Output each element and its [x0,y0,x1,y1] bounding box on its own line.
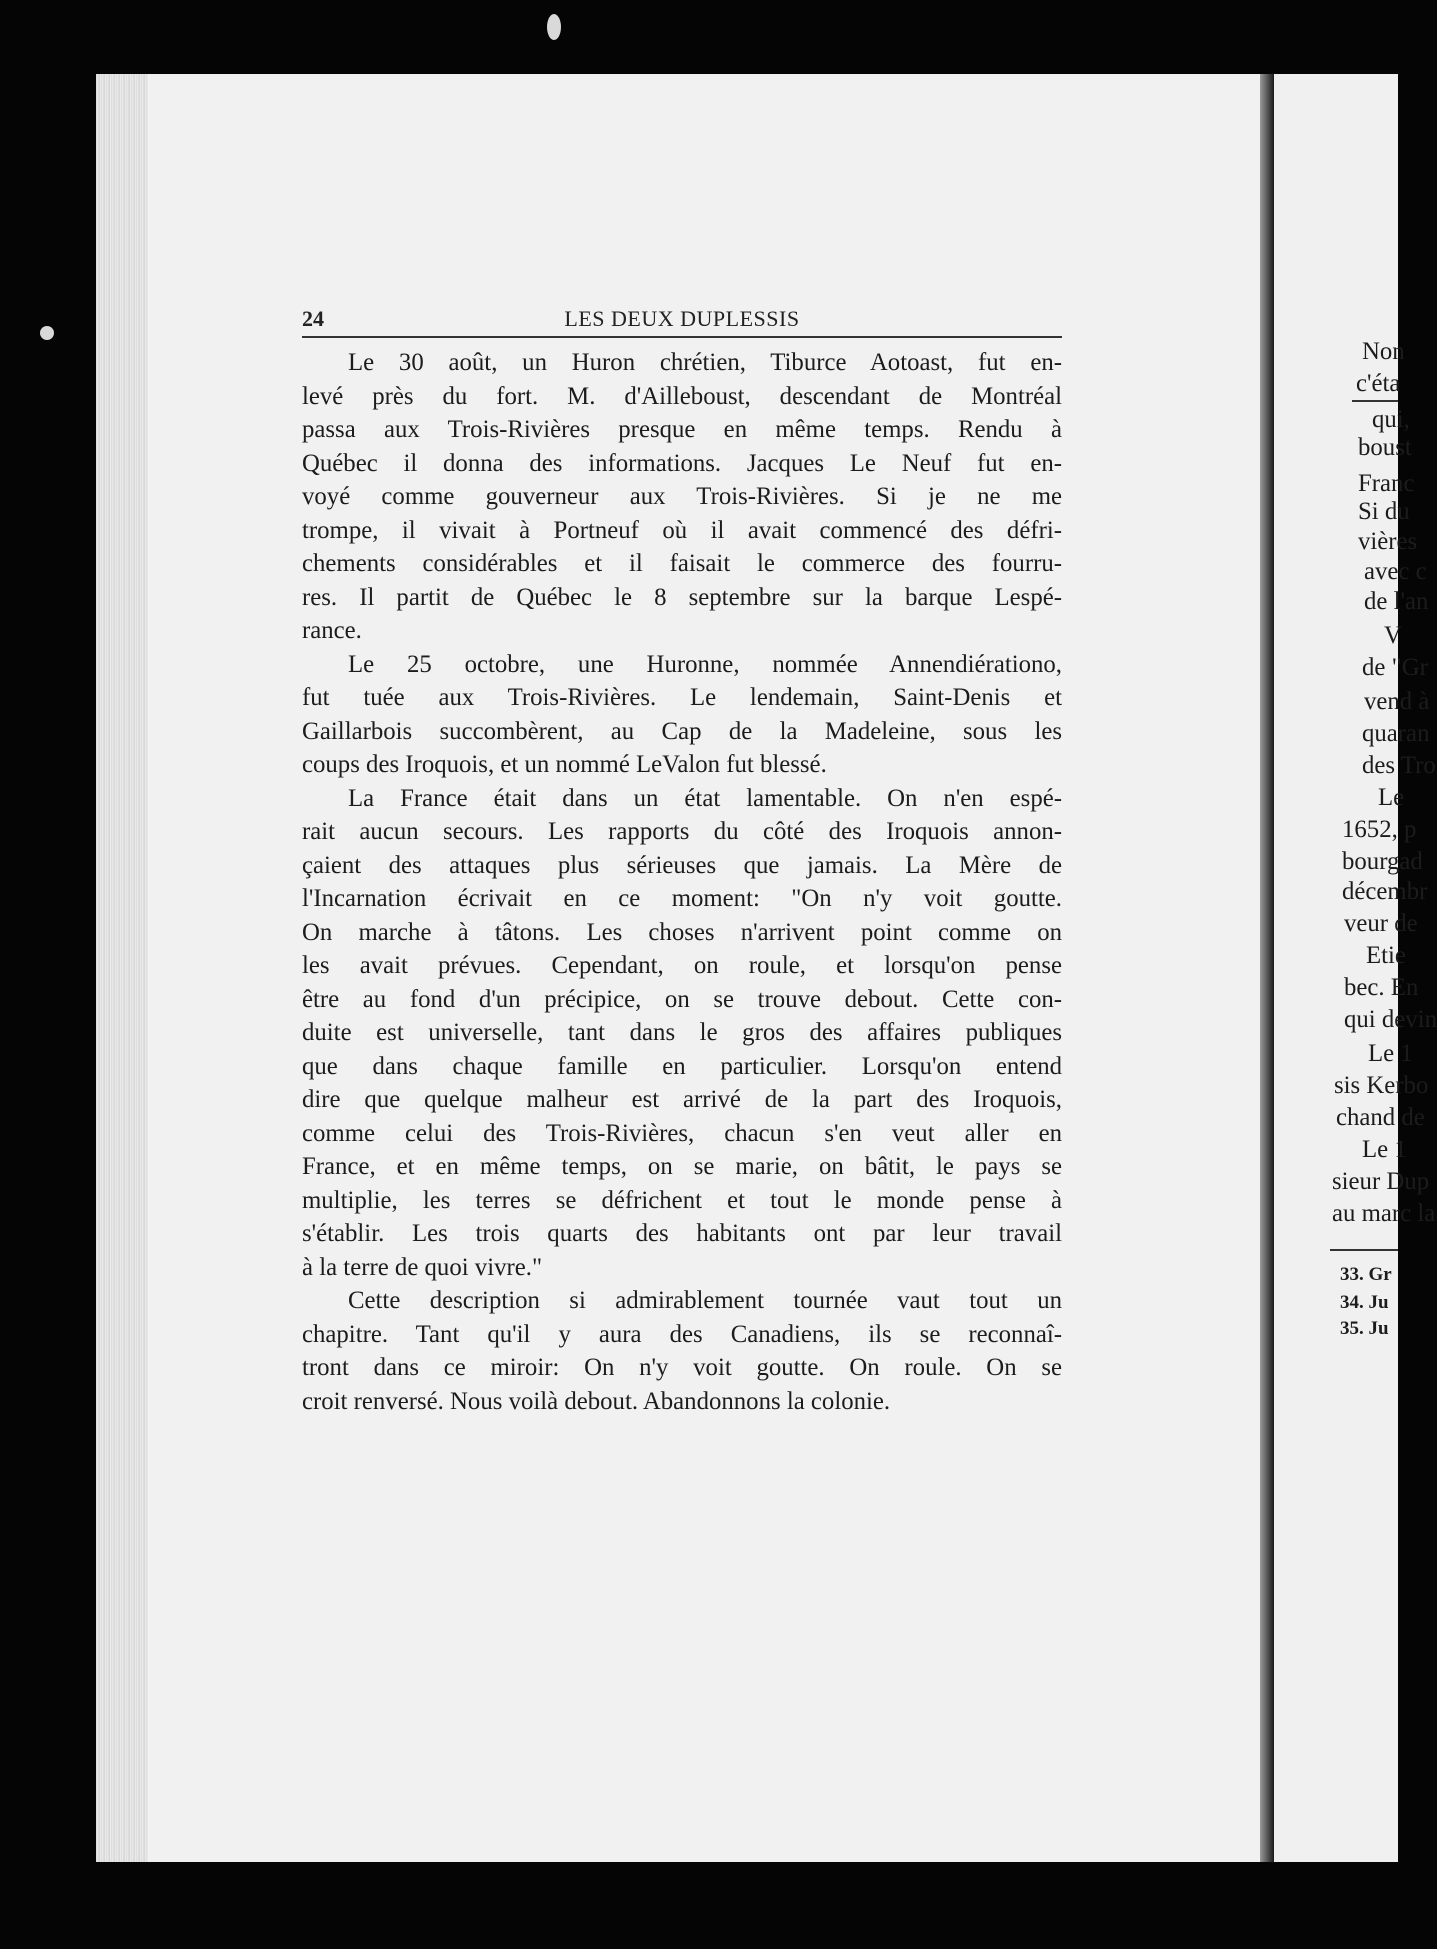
text-line: à la terre de quoi vivre." [302,1253,543,1281]
right-page-line: qui, [1372,406,1410,433]
right-page-line: c'éta [1356,370,1401,397]
right-page-line: de "Gr [1362,654,1428,681]
text-line: chapitre. Tant qu'il y aura des Canadiens, ils se reconnaî- [302,1320,1062,1348]
page-edge-stack [96,74,148,1862]
right-page-line: Si du [1358,498,1410,525]
right-page-line: décembr [1342,878,1428,905]
header-rule [302,336,1062,338]
paragraph [302,782,1062,1285]
right-page-line: Le 1 [1368,1040,1413,1067]
right-page-line: veur de [1344,910,1418,937]
text-line: voyé comme gouverneur aux Trois-Rivières. Si je ne me [302,483,1062,510]
text-line: France, et en même temps, on se marie, on bâtit, le pays se [302,1153,1062,1180]
text-line: La France était dans un état lamentable. On n'en espé- [348,784,1062,812]
paragraph [302,648,1062,782]
text-line: Gaillarbois succombèrent, au Cap de la Madeleine, sous les [302,717,1062,745]
text-line: Le 30 août, un Huron chrétien, Tiburce Aotoast, fut en- [348,349,1062,376]
right-page-footnote: 34. Ju [1340,1292,1389,1313]
right-page-line: Le [1378,784,1405,811]
text-line: res. Il partit de Québec le 8 septembre sur la barque Lespé- [302,583,1062,611]
right-page-line: 1652, p [1342,816,1417,843]
text-line: chements considérables et il faisait le commerce des fourru- [302,550,1062,577]
page-number: 24 [302,306,324,331]
text-line: Le 25 octobre, une Huronne, nommée Annendiérationo, [348,650,1062,678]
right-page-line: de l'an [1364,588,1429,615]
text-line: croit renversé. Nous voilà debout. Abandonnons la colonie. [302,1387,891,1415]
right-page-line: boust [1358,434,1412,461]
text-line: levé près du fort. M. d'Ailleboust, descendant de Montréal [302,382,1062,410]
text-line: tront dans ce miroir: On n'y voit goutte. On roule. On se [302,1354,1062,1381]
right-page-line: qui devin [1344,1006,1437,1033]
text-line: çaient des attaques plus sérieuses que jamais. La Mère de [302,851,1062,879]
right-page-line: Etie [1366,942,1406,969]
text-line: l'Incarnation écrivait en ce moment: "On n'y voit goutte. [302,885,1062,912]
text-line: dire que quelque malheur est arrivé de la part des Iroquois, [302,1086,1062,1113]
paragraph [302,346,1062,648]
right-page-line: avec c [1364,558,1427,585]
text-line: que dans chaque famille en particulier. Lorsqu'on entend [302,1052,1062,1080]
right-page-line: quaran [1362,720,1430,747]
right-page-fragment [1274,74,1437,1862]
scan-speck [40,326,54,340]
text-line: comme celui des Trois-Rivières, chacun s'en veut aller en [302,1119,1062,1147]
right-page-line: vend à [1364,688,1430,715]
text-line: multiplie, les terres se défrichent et tout le monde pense à [302,1186,1062,1214]
right-page-line: Franc [1358,470,1415,497]
paragraph [302,1284,1062,1418]
text-line: trompe, il vivait à Portneuf où il avait commencé des défri- [302,516,1062,544]
right-header-rule [1352,400,1398,402]
right-page-line: sieur Dup [1332,1168,1430,1195]
right-page-line: V [1384,622,1402,649]
scan-speck [547,14,561,40]
page-header [302,296,1062,336]
text-line: On marche à tâtons. Les choses n'arrivent point comme on [302,918,1062,946]
right-page-line: Non [1362,338,1405,365]
right-page-line: bec. En [1344,974,1419,1001]
text-line: Québec il donna des informations. Jacques Le Neuf fut en- [302,449,1062,477]
text-line: fut tuée aux Trois-Rivières. Le lendemain, Saint-Denis et [302,684,1062,711]
right-page-line: vières [1358,528,1418,555]
text-line: rait aucun secours. Les rapports du côté des Iroquois annon- [302,818,1062,845]
text-line: passa aux Trois-Rivières presque en même temps. Rendu à [302,416,1062,443]
right-page-footnote: 35. Ju [1340,1318,1389,1339]
text-line: duite est universelle, tant dans le gros des affaires publiques [302,1019,1062,1046]
right-page-line: sis Kerbo [1334,1072,1429,1099]
right-page-line: bourgad [1342,848,1423,875]
text-line: les avait prévues. Cependant, on roule, et lorsqu'on pense [302,952,1062,979]
right-page-line: Le 1 [1362,1136,1407,1163]
book-gutter [1260,74,1274,1862]
text-line: rance. [302,617,362,644]
right-footnote-rule [1330,1249,1398,1251]
text-line: être au fond d'un précipice, on se trouve debout. Cette con- [302,985,1062,1013]
right-page-line: au marc la [1332,1200,1436,1227]
text-line: s'établir. Les trois quarts des habitants ont par leur travail [302,1220,1062,1247]
right-page-line: chand de [1336,1104,1425,1131]
right-page-line: des Tro [1362,752,1436,779]
right-page-footnote: 33. Gr [1340,1264,1392,1285]
text-line: coups des Iroquois, et un nommé LeValon fut blessé. [302,751,827,778]
body-text [302,346,1062,1418]
text-line: Cette description si admirablement tournée vaut tout un [348,1287,1062,1314]
running-title: LES DEUX DUPLESSIS [564,306,800,331]
